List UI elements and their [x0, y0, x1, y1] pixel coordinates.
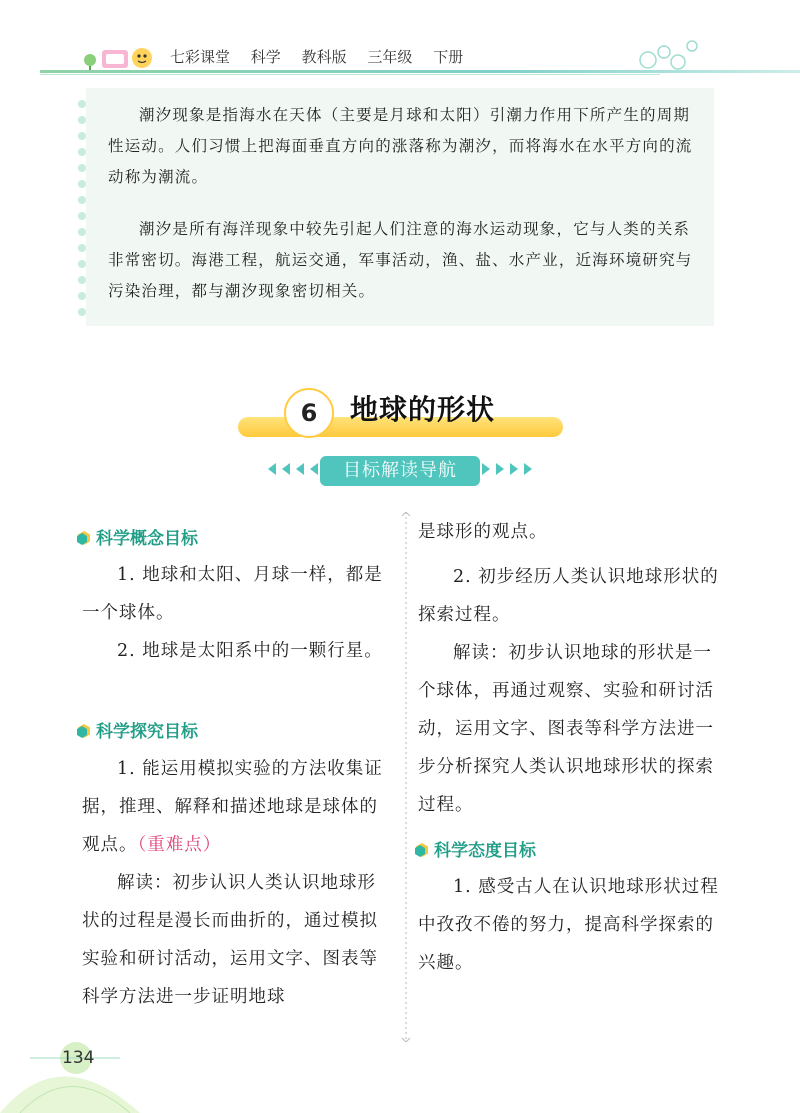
interpretation-2: 解读：初步认识地球的形状是一个球体，再通过观察、实验和研讨活动，运用文字、图表等科学方法进一步分析探究人类认识地球形状的探索过程。	[418, 643, 714, 815]
inquiry-goal-heading	[76, 717, 198, 742]
header-rule-thin	[40, 74, 660, 75]
header-rule	[40, 70, 800, 73]
attitude-goal-heading-text: 科学态度目标	[434, 841, 536, 861]
concept-goal-heading-text: 科学概念目标	[96, 529, 198, 549]
lesson-number: 6	[284, 388, 334, 438]
inquiry-goal-1-text: 1. 能运用模拟实验的方法收集证据，推理、解释和描述地球是球体的观点。	[82, 759, 383, 855]
hexagon-icon	[76, 530, 92, 546]
page-header	[0, 0, 800, 78]
nav-left-arrows-icon	[258, 461, 318, 477]
hexagon-icon	[76, 723, 92, 739]
binder-dots-icon	[70, 96, 94, 328]
info-paragraph-1: 潮汐现象是指海水在天体（主要是月球和太阳）引潮力作用下所产生的周期性运动。人们习惯上把海面垂直方向的涨落称为潮汐，而将海水在水平方向的流动称为潮流。	[108, 106, 693, 186]
inquiry-goal-2: 2. 初步经历人类认识地球形状的探索过程。	[418, 567, 719, 625]
key-difficulty-tag: （重难点）	[137, 835, 222, 855]
header-grade: 三年级	[367, 48, 413, 66]
goal-navigation-label: 目标解读导航	[320, 456, 480, 486]
lesson-title: 地球的形状	[350, 393, 496, 426]
header-edition: 教科版	[301, 48, 347, 66]
nav-right-arrows-icon	[482, 461, 542, 477]
concept-goal-2: 2. 地球是太阳系中的一颗行星。	[117, 641, 383, 661]
page-number-decoration	[0, 1030, 140, 1113]
header-series: 七彩课堂	[170, 48, 231, 66]
inquiry-goal-1	[82, 750, 384, 864]
header-subject: 科学	[250, 48, 281, 66]
interpretation-1-continued: 是球形的观点。	[418, 522, 548, 542]
concept-goal-heading	[76, 524, 198, 549]
header-breadcrumb	[170, 46, 479, 67]
concept-goal-1: 1. 地球和太阳、月球一样，都是一个球体。	[82, 565, 383, 623]
attitude-goal-1: 1. 感受古人在认识地球形状过程中孜孜不倦的努力，提高科学探索的兴趣。	[418, 877, 719, 973]
info-paragraph-2: 潮汐是所有海洋现象中较先引起人们注意的海水运动现象，它与人类的关系非常密切。海港工程，航运交通，军事活动，渔、盐、水产业，近海环境研究与污染治理，都与潮汐现象密切相关。	[108, 220, 693, 300]
inquiry-goal-heading-text: 科学探究目标	[96, 722, 198, 742]
column-divider	[400, 512, 412, 1042]
page-number: 134	[62, 1048, 95, 1068]
hexagon-icon	[414, 842, 430, 858]
attitude-goal-heading	[414, 836, 536, 861]
header-volume: 下册	[433, 48, 464, 66]
interpretation-1: 解读：初步认识人类认识地球形状的过程是漫长而曲折的，通过模拟实验和研讨活动，运用文字、图表等科学方法进一步证明地球	[82, 873, 378, 1007]
series-logo-icon	[80, 40, 160, 74]
